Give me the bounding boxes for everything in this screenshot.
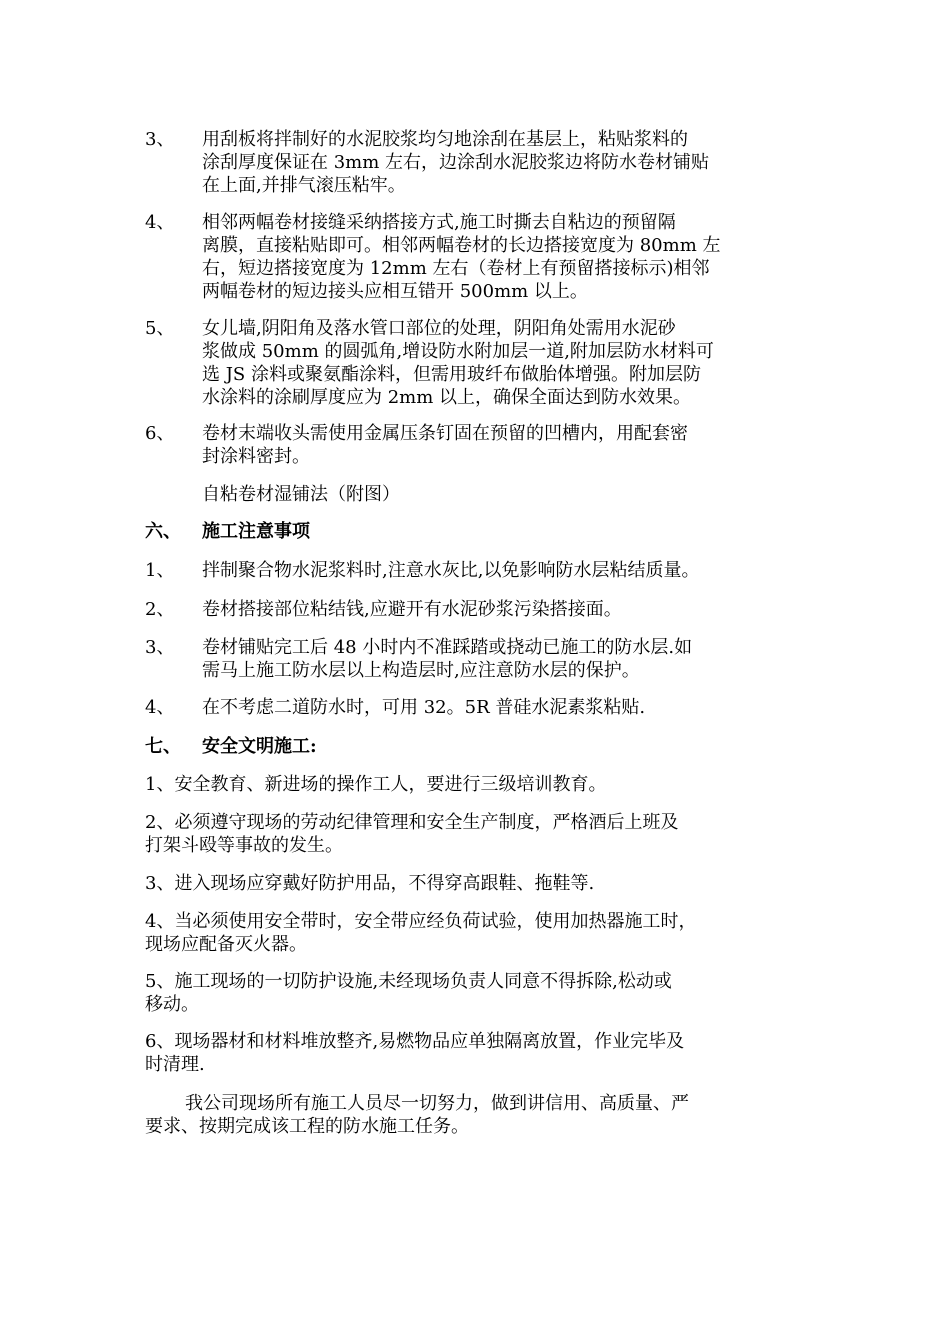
step-text: 卷材末端收头需使用金属压条钉固在预留的凹槽内，用配套密 封涂料密封。 (202, 423, 688, 467)
item-number: 1、 (145, 560, 175, 581)
step-text: 相邻两幅卷材接缝采纳搭接方式,施工时撕去自粘边的预留隔 离膜，直接粘贴即可。相邻两幅卷材的长边搭接宽度为 80mm 左 右，短边搭接宽度为 12mm 左右（卷材上有预留搭接标示)相邻 两幅卷材的短边接头应相互错开 500mm 以上。 (202, 212, 721, 302)
item-number: 3、 (145, 637, 175, 658)
section-title: 施工注意事项 (202, 521, 310, 542)
step-number: 3、 (145, 129, 175, 150)
section-title: 安全文明施工: (202, 736, 317, 757)
item-text: 卷材搭接部位粘结钱,应避开有水泥砂浆污染搭接面。 (202, 599, 622, 620)
item-text: 在不考虑二道防水时，可用 32。5R 普硅水泥素浆粘贴. (202, 697, 646, 718)
figure-caption: 自粘卷材湿铺法（附图） (202, 484, 400, 505)
safety-paragraph: 3、进入现场应穿戴好防护用品，不得穿高跟鞋、拖鞋等. (145, 873, 595, 894)
section-number: 六、 (145, 521, 181, 542)
safety-paragraph: 4、当必须使用安全带时，安全带应经负荷试验，使用加热器施工时， 现场应配备灭火器。 (145, 911, 697, 955)
section-number: 七、 (145, 736, 181, 757)
closing-paragraph: 我公司现场所有施工人员尽一切努力，做到讲信用、高质量、严 要求、按期完成该工程的防水施工任务。 (145, 1093, 689, 1137)
safety-paragraph: 1、安全教育、新进场的操作工人，要进行三级培训教育。 (145, 774, 607, 795)
safety-paragraph: 2、必须遵守现场的劳动纪律管理和安全生产制度，严格酒后上班及 打架斗殴等事故的发生。 (145, 812, 679, 856)
safety-paragraph: 5、施工现场的一切防护设施,未经现场负责人同意不得拆除,松动或 移动。 (145, 971, 672, 1015)
step-number: 4、 (145, 212, 175, 233)
item-number: 4、 (145, 697, 175, 718)
item-text: 卷材铺贴完工后 48 小时内不准踩踏或挠动已施工的防水层.如 需马上施工防水层以上构造层时,应注意防水层的保护。 (202, 637, 693, 681)
safety-paragraph: 6、现场器材和材料堆放整齐,易燃物品应单独隔离放置，作业完毕及 时清理. (145, 1031, 685, 1075)
step-number: 6、 (145, 423, 175, 444)
step-text: 用刮板将拌制好的水泥胶浆均匀地涂刮在基层上，粘贴浆料的 涂刮厚度保证在 3mm 左右，边涂刮水泥胶浆边将防水卷材铺贴 在上面,并排气滚压粘牢。 (202, 129, 710, 196)
item-number: 2、 (145, 599, 175, 620)
step-number: 5、 (145, 318, 175, 339)
step-text: 女儿墙,阴阳角及落水管口部位的处理，阴阳角处需用水泥砂 浆做成 50mm 的圆弧角,增设防水附加层一道,附加层防水材料可 选 JS 涂料或聚氨酯涂料，但需用玻纤布做胎体增强。附加层防 水涂料的涂刷厚度应为 2mm 以上，确保全面达到防水效果。 (202, 318, 714, 408)
item-text: 拌制聚合物水泥浆料时,注意水灰比,以免影响防水层粘结质量。 (202, 560, 700, 581)
